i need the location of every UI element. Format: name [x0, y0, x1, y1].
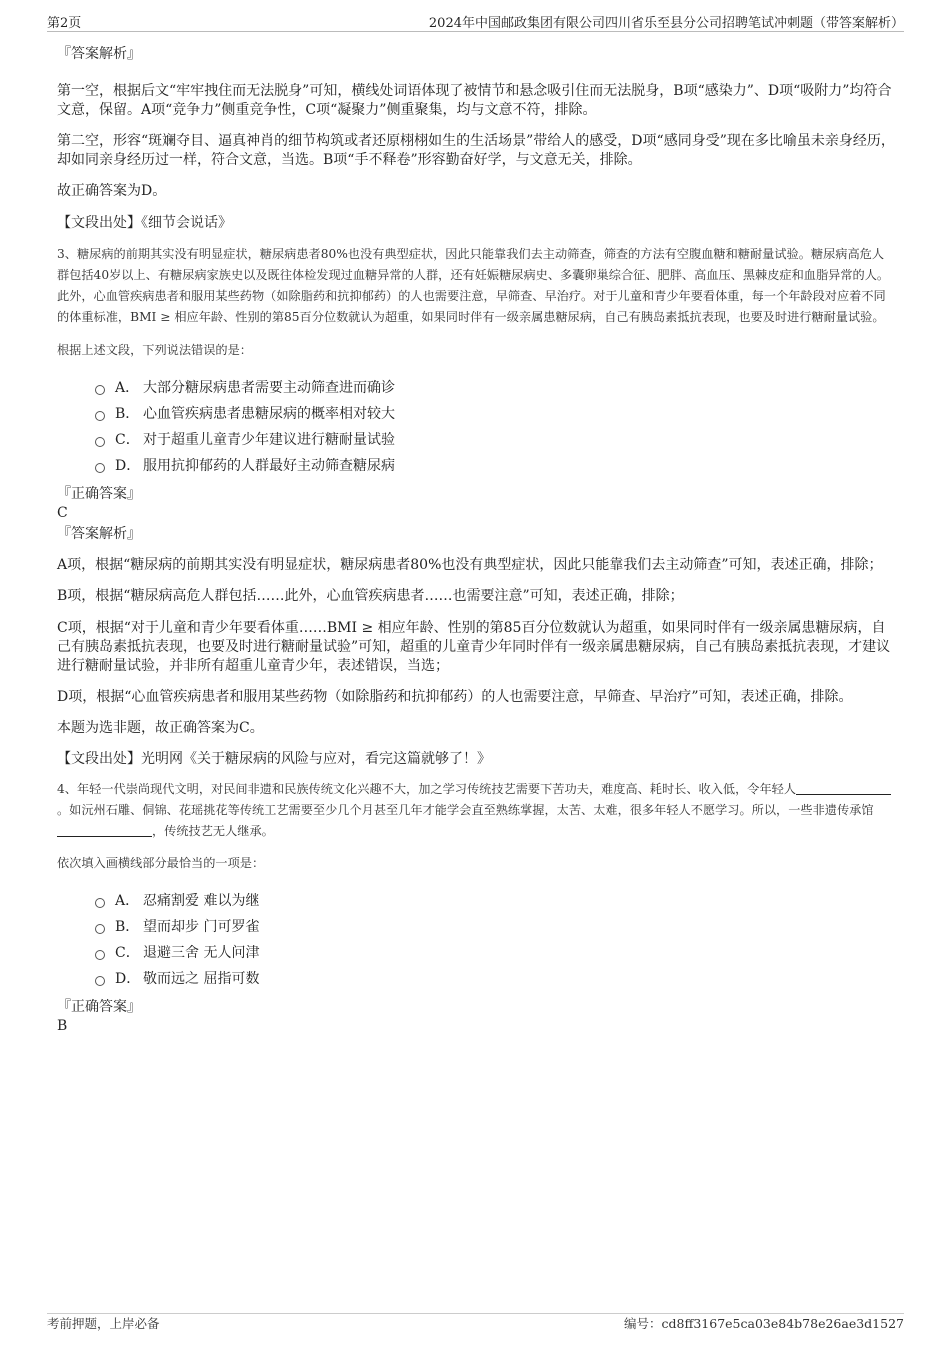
q3-analysis-c: C项，根据“对于儿童和青少年要看体重……BMI ≥ 相应年龄、性别的第85百分位数就认为超重，如果同时伴有一级亲属患糖尿病，自己有胰岛素抵抗表现，也要及时进行糖耐量试验”可知，超重的儿童青少年同时伴有一级亲属患糖尿病，自己有胰岛素抵抗表现，才建议进行糖耐量试验，并非所有超重儿童青少年，表述错误，当选；	[57, 620, 891, 674]
option-letter: D．	[115, 458, 141, 474]
option-letter: B．	[115, 406, 140, 422]
q4-option-b[interactable]	[95, 914, 895, 940]
option-text: 望而却步 门可罗雀	[143, 919, 260, 935]
q4-option-a[interactable]	[95, 888, 895, 914]
option-letter: A．	[115, 380, 140, 396]
q4-stem	[57, 779, 895, 842]
q3-analysis-b: B项，根据“糖尿病高危人群包括……此外，心血管疾病患者……也需要注意”可知，表述正确，排除；	[57, 588, 684, 604]
page-footer	[47, 1314, 904, 1332]
q4-correct-answer: B	[57, 1018, 68, 1034]
option-text: 服用抗抑郁药的人群最好主动筛查糖尿病	[143, 458, 395, 474]
radio-button-icon[interactable]	[95, 950, 105, 960]
page-number: 第2页	[47, 16, 82, 31]
page-content	[57, 38, 895, 1035]
q3-options	[95, 375, 895, 479]
radio-button-icon[interactable]	[95, 437, 105, 447]
radio-button-icon[interactable]	[95, 411, 105, 421]
page-header	[47, 12, 904, 32]
radio-button-icon[interactable]	[95, 898, 105, 908]
q3-option-d[interactable]	[95, 453, 895, 479]
radio-button-icon[interactable]	[95, 385, 105, 395]
option-letter: A．	[115, 893, 140, 909]
q3-analysis-a: A项，根据“糖尿病的前期其实没有明显症状，糖尿病患者80%也没有典型症状，因此只能靠我们去主动筛查”可知，表述正确，排除；	[57, 557, 883, 573]
option-letter: C．	[115, 945, 140, 961]
q3-option-a[interactable]	[95, 375, 895, 401]
radio-button-icon[interactable]	[95, 924, 105, 934]
q4-stem-part3: ，传统技艺无人继承。	[152, 824, 274, 838]
q3-correct-label: 『正确答案』	[57, 486, 141, 502]
radio-button-icon[interactable]	[95, 463, 105, 473]
q3-analysis-d: D项，根据“心血管疾病患者和服用某些药物（如除脂药和抗抑郁药）的人也需要注意，早筛查、早治疗”可知，表述正确，排除。	[57, 689, 853, 705]
option-text: 退避三舍 无人问津	[143, 945, 260, 961]
q3-option-c[interactable]	[95, 427, 895, 453]
option-letter: C．	[115, 432, 140, 448]
q4-stem-part2: 。如沅州石雕、侗锦、花瑶挑花等传统工艺需要至少几个月甚至几年才能学会直至熟练掌握，太苦、太难，很多年轻人不愿学习。所以，一些非遗传承馆	[57, 803, 874, 817]
q2-source: 【文段出处】《细节会说话》	[57, 215, 232, 231]
q3-conclusion: 本题为选非题，故正确答案为C。	[57, 720, 264, 736]
option-text: 忍痛割爱 难以为继	[143, 893, 260, 909]
option-text: 心血管疾病患者患糖尿病的概率相对较大	[143, 406, 395, 422]
option-letter: D．	[115, 971, 141, 987]
q2-analysis-para1: 第一空，根据后文“牢牢拽住而无法脱身”可知，横线处词语体现了被情节和悬念吸引住而无法脱身，B项“感染力”、D项“吸附力”均符合文意，保留。A项“竞争力”侧重竞争性，C项“凝聚力”侧重聚集，均与文意不符，排除。	[57, 83, 892, 118]
q4-question: 依次填入画横线部分最恰当的一项是：	[57, 856, 265, 870]
fill-blank-1	[796, 780, 891, 795]
option-text: 大部分糖尿病患者需要主动筛查进而确诊	[143, 380, 395, 396]
option-letter: B．	[115, 919, 140, 935]
option-text: 敬而远之 屈指可数	[143, 971, 260, 987]
q4-option-d[interactable]	[95, 966, 895, 992]
q3-stem: 3、糖尿病的前期其实没有明显症状，糖尿病患者80%也没有典型症状，因此只能靠我们去主动筛查，筛查的方法有空腹血糖和糖耐量试验。糖尿病高危人群包括40岁以上、有糖尿病家族史以及既往体检发现过血糖异常的人群，还有妊娠糖尿病史、多囊卵巢综合征、肥胖、高血压、黑棘皮症和血脂异常的人。此外，心血管疾病患者和服用某些药物（如除脂药和抗抑郁药）的人也需要注意，早筛查、早治疗。对于儿童和青少年要看体重，每一个年龄段对应着不同的体重标准，BMI ≥ 相应年龄、性别的第85百分位数就认为超重，如果同时伴有一级亲属患糖尿病，自己有胰岛素抵抗表现，也要及时进行糖耐量试验。	[57, 247, 890, 324]
document-title: 2024年中国邮政集团有限公司四川省乐至县分公司招聘笔试冲刺题（带答案解析）	[428, 16, 904, 31]
q4-options	[95, 888, 895, 992]
q2-conclusion: 故正确答案为D。	[57, 183, 167, 199]
q4-stem-part1: 4、年轻一代崇尚现代文明，对民间非遗和民族传统文化兴趣不大，加之学习传统技艺需要下苦功夫，难度高、耗时长、收入低，令年轻人	[57, 782, 797, 796]
q2-analysis-para2: 第二空，形容“斑斓夺目、逼真神肖的细节构筑或者还原栩栩如生的生活场景”带给人的感受，D项“感同身受”现在多比喻虽未亲身经历，却如同亲身经历过一样，符合文意，当选。B项“手不释卷”形容勤奋好学，与文意无关，排除。	[57, 133, 895, 168]
document-id: 编号：cd8ff3167e5ca03e84b78e26ae3d1527	[624, 1316, 904, 1331]
q4-correct-label: 『正确答案』	[57, 999, 141, 1015]
q4-option-c[interactable]	[95, 940, 895, 966]
footer-slogan: 考前押题，上岸必备	[47, 1316, 160, 1331]
header-divider	[47, 31, 904, 32]
radio-button-icon[interactable]	[95, 976, 105, 986]
q3-source: 【文段出处】光明网《关于糖尿病的风险与应对，看完这篇就够了！》	[57, 751, 491, 767]
q3-correct-answer: C	[57, 505, 68, 521]
q3-question: 根据上述文段，下列说法错误的是：	[57, 343, 252, 357]
fill-blank-2	[57, 822, 152, 837]
q2-analysis-label: 『答案解析』	[57, 46, 141, 62]
q3-analysis-label: 『答案解析』	[57, 526, 141, 542]
option-text: 对于超重儿童青少年建议进行糖耐量试验	[143, 432, 395, 448]
q3-option-b[interactable]	[95, 401, 895, 427]
